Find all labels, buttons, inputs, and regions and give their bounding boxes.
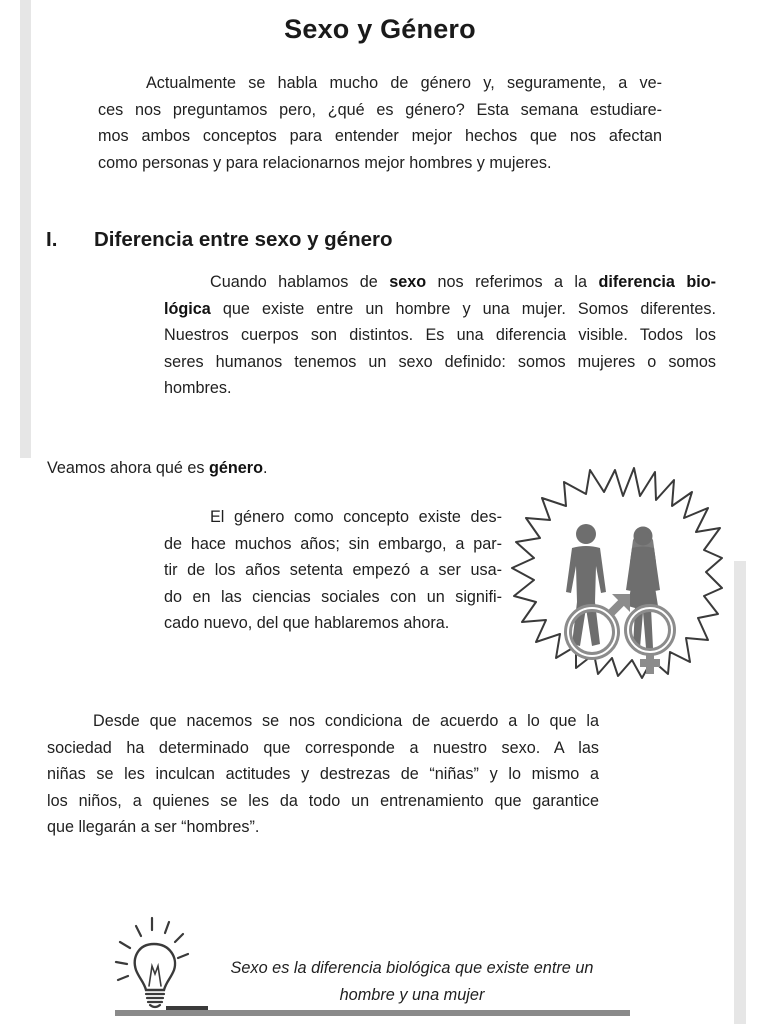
right-margin-bar [734, 561, 746, 1024]
intro-line: como personas y para relacionarnos mejor hombres y mujeres. [98, 153, 552, 172]
intro-line: Actualmente se habla mucho de género y, seguramente, a ve- [146, 74, 662, 92]
paragraph-line: El género como concepto existe des- [210, 508, 502, 526]
paragraph-line: cado nuevo, del que hablaremos ahora. [164, 614, 450, 632]
page-title: Sexo y Género [284, 14, 476, 44]
paragraph-line: niñas se les inculcan actitudes y destrezas de “niñas” y lo mismo a [47, 765, 599, 783]
veamos-line [47, 455, 447, 482]
paragraph-line: seres humanos tenemos un sexo definido: somos mujeres o somos [164, 352, 716, 371]
callout-definition [200, 955, 624, 1009]
text-run: nos referimos a la [426, 273, 599, 291]
paragraph-line: tir de los años setenta empezó a ser usa- [164, 561, 502, 579]
intro-line: ces nos preguntamos pero, ¿qué es género? Esta semana estudiare- [98, 100, 662, 119]
bold-term-diferencia-biologica: diferencia bio- [598, 273, 717, 291]
paragraph-line [164, 269, 716, 296]
text-run: que existe entre un hombre y una mujer. Somos diferentes. [210, 299, 716, 318]
paragraph-line: Nuestros cuerpos son distintos. Es una diferencia visible. Todos los [164, 326, 716, 344]
bold-term-sexo: sexo [389, 273, 427, 291]
intro-paragraph [98, 70, 662, 176]
paragraph-line: los niños, a quienes se les da todo un entrenamiento que garantice [47, 791, 599, 810]
section-number: I. [46, 228, 58, 251]
text-run: . [262, 459, 268, 477]
left-margin-bar [20, 0, 31, 458]
paragraph-line: hombres. [164, 379, 232, 397]
genero-paragraph [164, 504, 502, 637]
paragraph-line: Desde que nacemos se nos condiciona de acuerdo a lo que la [93, 712, 599, 730]
section-title: Diferencia entre sexo y género [94, 228, 393, 251]
paragraph-line: sociedad ha determinado que corresponde a nuestro sexo. A las [47, 738, 599, 757]
callout-line: hombre y una mujer [339, 986, 485, 1004]
sexo-paragraph [164, 269, 716, 402]
callout-rule [115, 1010, 630, 1016]
bold-term-logica: lógica [164, 299, 211, 318]
text-run: Cuando hablamos de [210, 273, 390, 291]
condicionamiento-paragraph [47, 708, 599, 841]
bold-term-genero: género [209, 459, 263, 477]
lightbulb-icon [108, 912, 208, 1012]
text-run: Veamos ahora qué es [47, 459, 209, 477]
paragraph-line: do en las ciencias sociales con un signifi- [164, 587, 502, 606]
paragraph-line: de hace muchos años; sin embargo, a par- [164, 534, 502, 553]
paragraph-line [164, 296, 716, 323]
intro-line: mos ambos conceptos para entender mejor hechos que nos afectan [98, 127, 662, 145]
callout-line: Sexo es la diferencia biológica que existe entre un [230, 959, 594, 977]
man-woman-gender-symbols-icon [506, 462, 724, 680]
paragraph-line: que llegarán a ser “hombres”. [47, 818, 260, 836]
